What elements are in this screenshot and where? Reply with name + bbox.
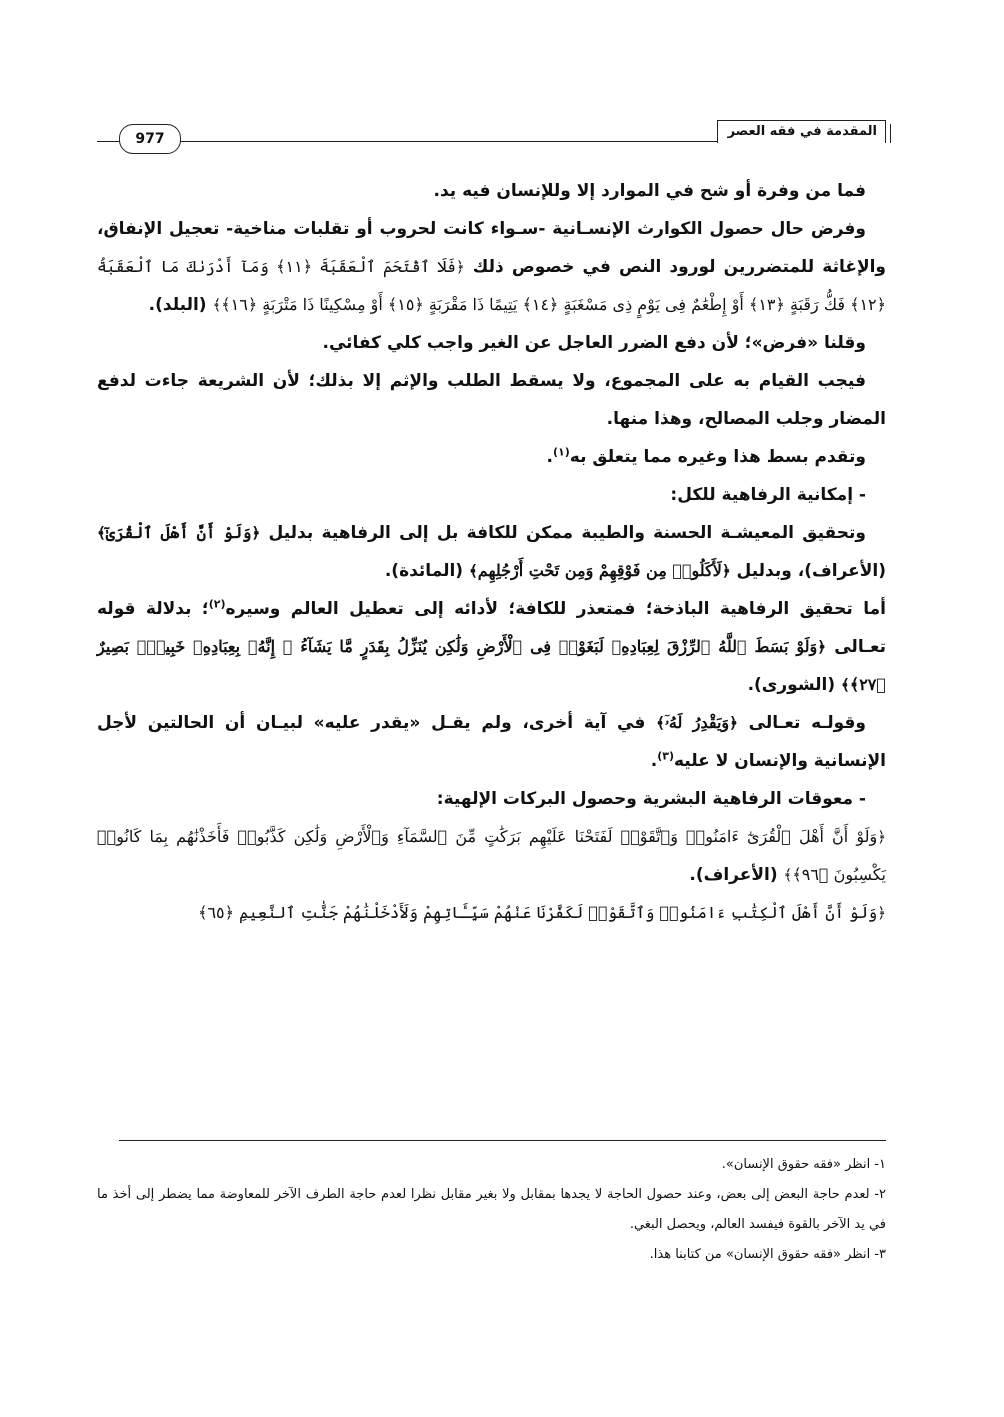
quran-open-bracket: ﴿ (455, 258, 465, 276)
section-heading (97, 476, 886, 514)
surah-reference: (المائدة). (384, 561, 469, 581)
paragraph-text: وتحقيق المعيشـة الحسنة والطيبة ممكن للكافة بل إلى الرفاهية بدليل (260, 523, 866, 543)
quran-open-bracket: ﴿ (877, 828, 886, 846)
surah-reference: (الشورى). (747, 675, 842, 695)
footnote: ٢- لعدم حاجة البعض إلى بعض، وعند حصول الحاجة لا يجدها بمقابل ولا بغير مقابل نظرا لعدم حاجة الطرف الآخر للمعاوضة مما يضطر إلى أخذ ما في يد الآخر بالقوة فيفسد العالم، ويحصل البغي. (97, 1187, 886, 1232)
quran-verse: لَأَكَلُوا۟ مِن فَوْقِهِمْ وَمِن تَحْتِ أَرْجُلِهِم (477, 561, 722, 580)
quran-open-bracket: ﴿ (721, 562, 731, 580)
paragraph-text: . (546, 447, 553, 467)
quran-open-bracket: ﴿ (817, 638, 826, 656)
paragraph-text: في آية أخرى، ولم يقـل «يقدر عليه» لبيـان أن الحالتين لأجل الإنسانية والإنسان لا عليه (97, 713, 886, 771)
quran-verse: وَلَوْ بَسَطَ ٱللَّهُ ٱلرِّزْقَ لِعِبَادِهِۦ لَبَغَوْا۟ فِى ٱلْأَرْضِ وَلَٰكِن يُنَزِّلُ بِقَدَرٍ مَّا يَشَآءُ ۚ إِنَّهُۥ بِعِبَادِهِۦ خَبِيرٌۢ بَصِيرٌ ﴿٢٧﴾ (97, 637, 886, 694)
page-number: 977 (119, 124, 181, 154)
footnote-marker: (١) (553, 445, 570, 459)
quran-verse: وَلَوْ أَنَّ أَهْلَ ٱلْقُرَىٰٓ ءَامَنُوا۟ وَٱتَّقَوْا۟ لَفَتَحْنَا عَلَيْهِم بَرَكَٰتٍ مِّنَ ٱلسَّمَآءِ وَٱلْأَرْضِ وَلَٰكِن كَذَّبُوا۟ فَأَخَذْنَٰهُم بِمَا كَانُوا۟ يَكْسِبُونَ ﴿٩٦﴾ (97, 827, 886, 884)
paragraph (97, 362, 886, 438)
footnote-separator (119, 1140, 886, 1141)
heading-text: - إمكانية الرفاهية للكل: (670, 485, 866, 505)
paragraph-text: أما تحقيق الرفاهية الباذخة؛ فمتعذر للكافة؛ لأدائه إلى تعطيل العالم وسيره (225, 599, 886, 619)
quran-close-bracket: ﴾ (469, 562, 478, 580)
main-text (97, 172, 886, 932)
quran-open-bracket: ﴿ (251, 524, 261, 542)
paragraph (97, 818, 886, 894)
paragraph (97, 894, 886, 932)
footnote-marker: (٢) (208, 597, 226, 611)
surah-reference: (البلد). (148, 295, 213, 315)
paragraph-text: فما من وفرة أو شح في الموارد إلا وللإنسان فيه يد. (433, 181, 866, 201)
quran-close-bracket: ﴾ (97, 524, 106, 542)
quran-verse: وَلَوْ أَنَّ أَهْلَ ٱلْكِتَٰبِ ءَامَنُوا۟ وَٱتَّقَوْا۟ لَكَفَّرْنَا عَنْهُمْ سَيِّـَٔاتِهِمْ وَلَأَدْخَلْنَٰهُمْ جَنَّٰتِ ٱلنَّعِيمِ ﴿٦٥﴾ (198, 903, 878, 922)
paragraph-text: ؛ بدلالة قوله تعـالى (97, 599, 886, 657)
paragraph-text: فيجب القيام به على المجموع، ولا يسقط الطلب والإثم إلا بذلك؛ لأن الشريعة جاءت لدفع المضار وجلب المصالح، وهذا منها. (97, 371, 886, 429)
paragraph (97, 172, 886, 210)
quran-verse: وَلَوْ أَنَّ أَهْلَ ٱلْقُرَىٰٓ (105, 523, 252, 542)
paragraph-text: وقولـه تعـالى (737, 713, 866, 733)
paragraph-text: الإنفاق، والإغاثة للمتضررين لورود النص في خصوص ذلك (97, 219, 887, 277)
paragraph (97, 210, 886, 324)
quran-close-bracket: ﴾ (656, 714, 665, 732)
paragraph (97, 324, 886, 362)
paragraph-text: -سـواء كانت لحروب أو تقلبات مناخية- (219, 219, 553, 239)
quran-close-bracket: ﴾ (841, 676, 850, 694)
quran-verse: فَلَا ٱقْتَحَمَ ٱلْعَقَبَةَ ﴿١١﴾ وَمَآ أَدْرَىٰكَ مَا ٱلْعَقَبَةُ ﴿١٢﴾ فَكُّ رَقَبَةٍ ﴿١٣﴾ أَوْ إِطْعَٰمٌ فِى يَوْمٍ ذِى مَسْغَبَةٍ ﴿١٤﴾ يَتِيمًا ذَا مَقْرَبَةٍ ﴿١٥﴾ أَوْ مِسْكِينًا ذَا مَتْرَبَةٍ ﴿١٦﴾ (97, 257, 886, 314)
quran-close-bracket: ﴾ (783, 866, 793, 884)
heading-text: - معوقات الرفاهية البشرية وحصول البركات الإلهية: (436, 789, 866, 809)
footnote: ٣- انظر «فقه حقوق الإنسان» من كتابنا هذا. (649, 1247, 886, 1262)
paragraph-text: وتقدم بسط هذا وغيره مما يتعلق به (569, 447, 866, 467)
paragraph (97, 438, 886, 476)
quran-open-bracket: ﴿ (729, 714, 738, 732)
quran-verse: وَيَقْدِرُ لَهُۥٓ (664, 713, 730, 732)
footnotes (97, 1150, 886, 1270)
paragraph (97, 704, 886, 780)
paragraph (97, 514, 886, 590)
paragraph-text: . (650, 751, 658, 771)
surah-reference: (الأعراف). (689, 865, 784, 885)
bold-phrase: تعجيل (168, 219, 220, 239)
paragraph-text: وقلنا «فرض»؛ لأن دفع الضرر العاجل عن الغير واجب كلي كفائي. (322, 333, 866, 353)
footnote-marker: (٣) (657, 749, 674, 763)
running-header-title: المقدمة في فقه العصر (717, 120, 886, 143)
section-heading (97, 780, 886, 818)
quran-open-bracket: ﴿ (877, 904, 886, 922)
quran-close-bracket: ﴾ (212, 296, 222, 314)
paragraph (97, 590, 886, 704)
footnote: ١- انظر «فقه حقوق الإنسان». (721, 1157, 886, 1172)
bold-phrase: وفرض حال حصول الكوارث الإنسـانية (552, 219, 866, 239)
surah-reference: (الأعراف)، وبدليل (730, 561, 886, 581)
